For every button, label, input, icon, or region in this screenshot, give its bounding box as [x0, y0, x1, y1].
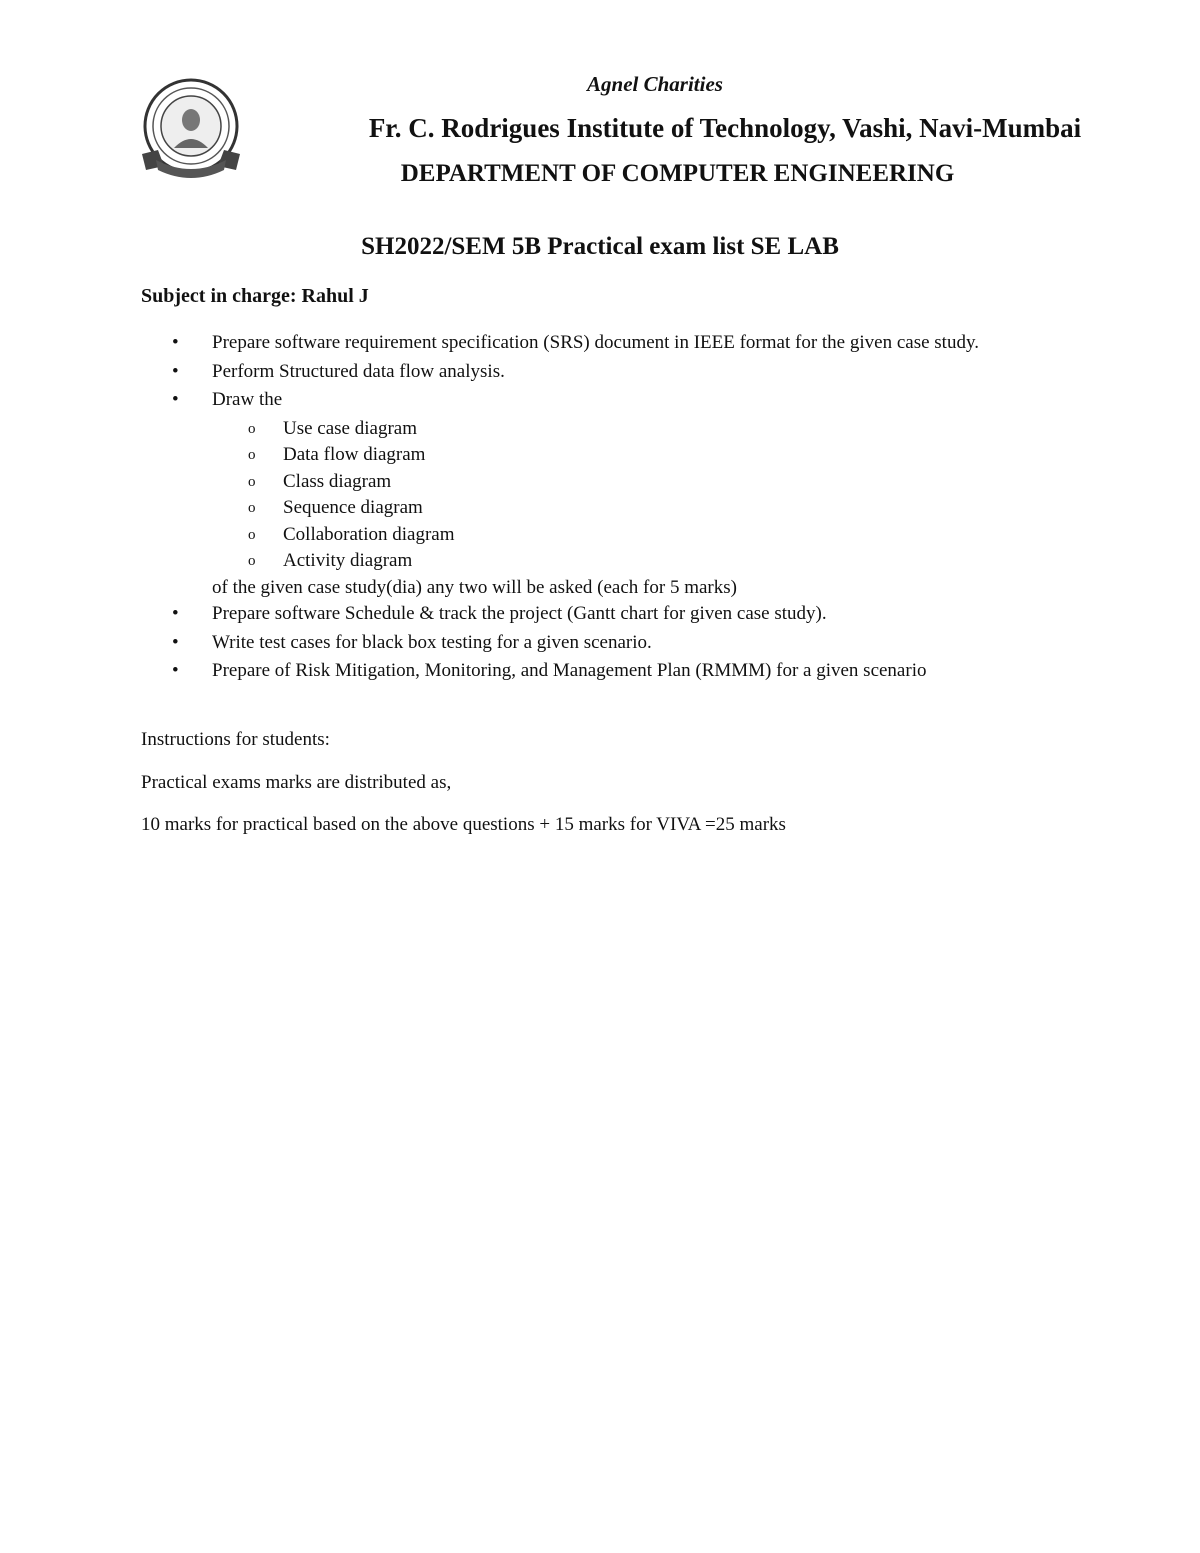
sub-list-item-text: Data flow diagram [283, 444, 426, 465]
sub-list-item [141, 416, 1041, 443]
sub-list-item [141, 469, 1041, 496]
list-item [141, 658, 1041, 685]
list-item [141, 387, 1041, 414]
sub-bullet-icon: o [248, 447, 256, 463]
sub-list-item [141, 495, 1041, 522]
sub-list-item-text: Activity diagram [283, 550, 413, 571]
sub-list-item [141, 522, 1041, 549]
bullet-icon: • [172, 660, 179, 681]
sub-bullet-icon: o [248, 420, 256, 437]
subject-in-charge: Subject in charge: Rahul J [141, 285, 369, 307]
list-item [141, 601, 1041, 628]
bullet-icon: • [172, 332, 179, 353]
list-item [141, 330, 1041, 357]
list-item [141, 359, 1041, 386]
bullet-icon: • [172, 631, 179, 653]
org-parent-name: Agnel Charities [587, 72, 723, 96]
sub-list-item [141, 548, 1041, 575]
practical-list [141, 330, 1041, 687]
institute-seal-icon [138, 74, 244, 184]
bullet-icon: • [172, 389, 179, 410]
bullet-icon: • [172, 360, 179, 382]
sub-bullet-icon: o [248, 473, 256, 490]
sub-list-item-text: Sequence diagram [283, 497, 423, 518]
instructions-line: Practical exams marks are distributed as, [141, 772, 452, 793]
sub-bullet-icon: o [248, 500, 256, 516]
list-item-text: Prepare software Schedule & track the project (Gantt chart for given case study). [212, 603, 827, 624]
list-item-text: Write test cases for black box testing for a given scenario. [212, 631, 652, 653]
department-name: DEPARTMENT OF COMPUTER ENGINEERING [400, 160, 955, 187]
sub-bullet-icon: o [248, 526, 256, 543]
list-item-note: of the given case study(dia) any two will be asked (each for 5 marks) [212, 576, 737, 598]
sub-list-item-text: Use case diagram [283, 417, 417, 439]
sub-list-item-text: Collaboration diagram [283, 523, 455, 545]
instructions-heading: Instructions for students: [141, 729, 330, 750]
instructions-line: 10 marks for practical based on the above questions + 15 marks for VIVA =25 marks [141, 814, 786, 835]
list-item-text: Prepare of Risk Mitigation, Monitoring, and Management Plan (RMMM) for a given scenario [212, 660, 927, 681]
sub-list-item [141, 442, 1041, 469]
list-item-text: Perform Structured data flow analysis. [212, 360, 505, 382]
sub-bullet-icon: o [248, 553, 256, 569]
exam-title: SH2022/SEM 5B Practical exam list SE LAB [361, 233, 839, 260]
sub-list-item-text: Class diagram [283, 470, 392, 492]
list-item-text: Draw the [212, 389, 283, 410]
bullet-icon: • [172, 603, 179, 624]
institute-name: Fr. C. Rodrigues Institute of Technology, Vashi, Navi-Mumbai [368, 113, 1082, 143]
list-item [141, 630, 1041, 657]
list-item-text: Prepare software requirement specification (SRS) document in IEEE format for the given case study. [212, 332, 979, 353]
